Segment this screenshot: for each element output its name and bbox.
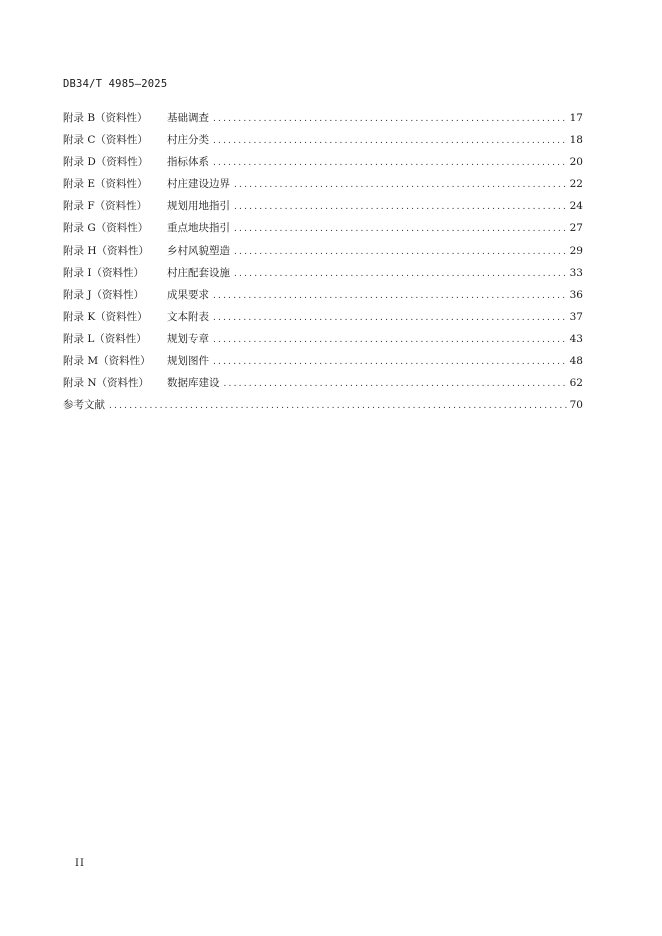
- dot-leader: [213, 158, 567, 168]
- dot-leader: [213, 313, 567, 323]
- toc-entry-appendix-l[interactable]: [63, 331, 583, 353]
- toc-entry-title: 村庄分类: [167, 134, 209, 147]
- toc-entry-title: 参考文献: [63, 399, 105, 412]
- toc-entry-label: 附录 M（资料性）: [63, 355, 151, 368]
- toc-entry-label: 附录 F（资料性）: [63, 200, 148, 213]
- dot-leader: [213, 335, 567, 345]
- toc-entry-title: 重点地块指引: [167, 222, 230, 235]
- toc-entry-page: 62: [569, 377, 583, 390]
- toc-entry-page: 18: [569, 134, 583, 147]
- dot-leader: [213, 291, 567, 301]
- toc-entry-label: 附录 E（资料性）: [63, 178, 148, 191]
- toc-entry-appendix-d[interactable]: [63, 154, 583, 176]
- toc-entry-appendix-g[interactable]: [63, 220, 583, 242]
- toc-entry-page: 70: [569, 399, 583, 412]
- toc-entry-title: 村庄建设边界: [167, 178, 230, 191]
- toc-entry-title: 成果要求: [167, 288, 209, 301]
- toc-entry-label: 附录 K（资料性）: [63, 310, 148, 323]
- toc-entry-title: 数据库建设: [167, 377, 220, 390]
- toc-entry-references[interactable]: [63, 397, 583, 419]
- toc-entry-page: 29: [569, 244, 583, 257]
- toc-entry-page: 48: [569, 355, 583, 368]
- toc-entry-page: 24: [569, 200, 583, 213]
- dot-leader: [213, 136, 567, 146]
- toc-entry-appendix-i[interactable]: [63, 265, 583, 287]
- dot-leader: [234, 247, 567, 257]
- dot-leader: [224, 379, 567, 389]
- toc-entry-title: 规划专章: [167, 332, 209, 345]
- toc-entry-appendix-j[interactable]: [63, 287, 583, 309]
- dot-leader: [234, 224, 567, 234]
- toc-entry-label: 附录 H（资料性）: [63, 244, 149, 257]
- toc-entry-label: 附录 J（资料性）: [63, 288, 145, 301]
- toc-entry-label: 附录 G（资料性）: [63, 222, 149, 235]
- toc-entry-title: 基础调查: [167, 112, 209, 124]
- dot-leader: [234, 269, 567, 279]
- toc-entry-appendix-m[interactable]: [63, 353, 583, 375]
- toc-entry-page: 37: [569, 310, 583, 323]
- dot-leader: [234, 202, 567, 212]
- toc-entry-label: 附录 C（资料性）: [63, 134, 148, 147]
- toc-entry-page: 20: [569, 156, 583, 169]
- toc-entry-title: 乡村风貌塑造: [167, 244, 230, 257]
- dot-leader: [109, 401, 567, 411]
- toc-entry-page: 43: [569, 332, 583, 345]
- document-code: DB34/T 4985—2025: [63, 78, 168, 90]
- toc-entry-label: 附录 N（资料性）: [63, 377, 150, 390]
- toc-entry-appendix-c[interactable]: [63, 132, 583, 154]
- toc-entry-appendix-k[interactable]: [63, 309, 583, 331]
- dot-leader: [234, 180, 567, 190]
- toc-entry-title: 规划用地指引: [167, 200, 230, 213]
- page-number: II: [75, 858, 85, 869]
- dot-leader: [213, 357, 567, 367]
- toc-entry-page: 27: [569, 222, 583, 235]
- toc-entry-label: 附录 B（资料性）: [63, 112, 148, 124]
- toc-entry-appendix-b[interactable]: [63, 110, 583, 132]
- toc-entry-label: 附录 L（资料性）: [63, 332, 147, 345]
- toc-entry-appendix-n[interactable]: [63, 375, 583, 397]
- toc-entry-label: 附录 I（资料性）: [63, 266, 144, 279]
- table-of-contents: [63, 110, 583, 419]
- toc-entry-page: 22: [569, 178, 583, 191]
- toc-entry-title: 村庄配套设施: [167, 266, 230, 279]
- toc-entry-label: 附录 D（资料性）: [63, 156, 149, 169]
- toc-entry-title: 指标体系: [167, 156, 209, 169]
- toc-entry-title: 文本附表: [167, 310, 209, 323]
- toc-entry-appendix-e[interactable]: [63, 176, 583, 198]
- toc-entry-page: 33: [569, 266, 583, 279]
- toc-entry-appendix-h[interactable]: [63, 243, 583, 265]
- toc-entry-appendix-f[interactable]: [63, 198, 583, 220]
- toc-entry-page: 36: [569, 288, 583, 301]
- toc-entry-page: 17: [569, 112, 583, 124]
- toc-entry-title: 规划图件: [167, 355, 209, 368]
- dot-leader: [213, 114, 567, 124]
